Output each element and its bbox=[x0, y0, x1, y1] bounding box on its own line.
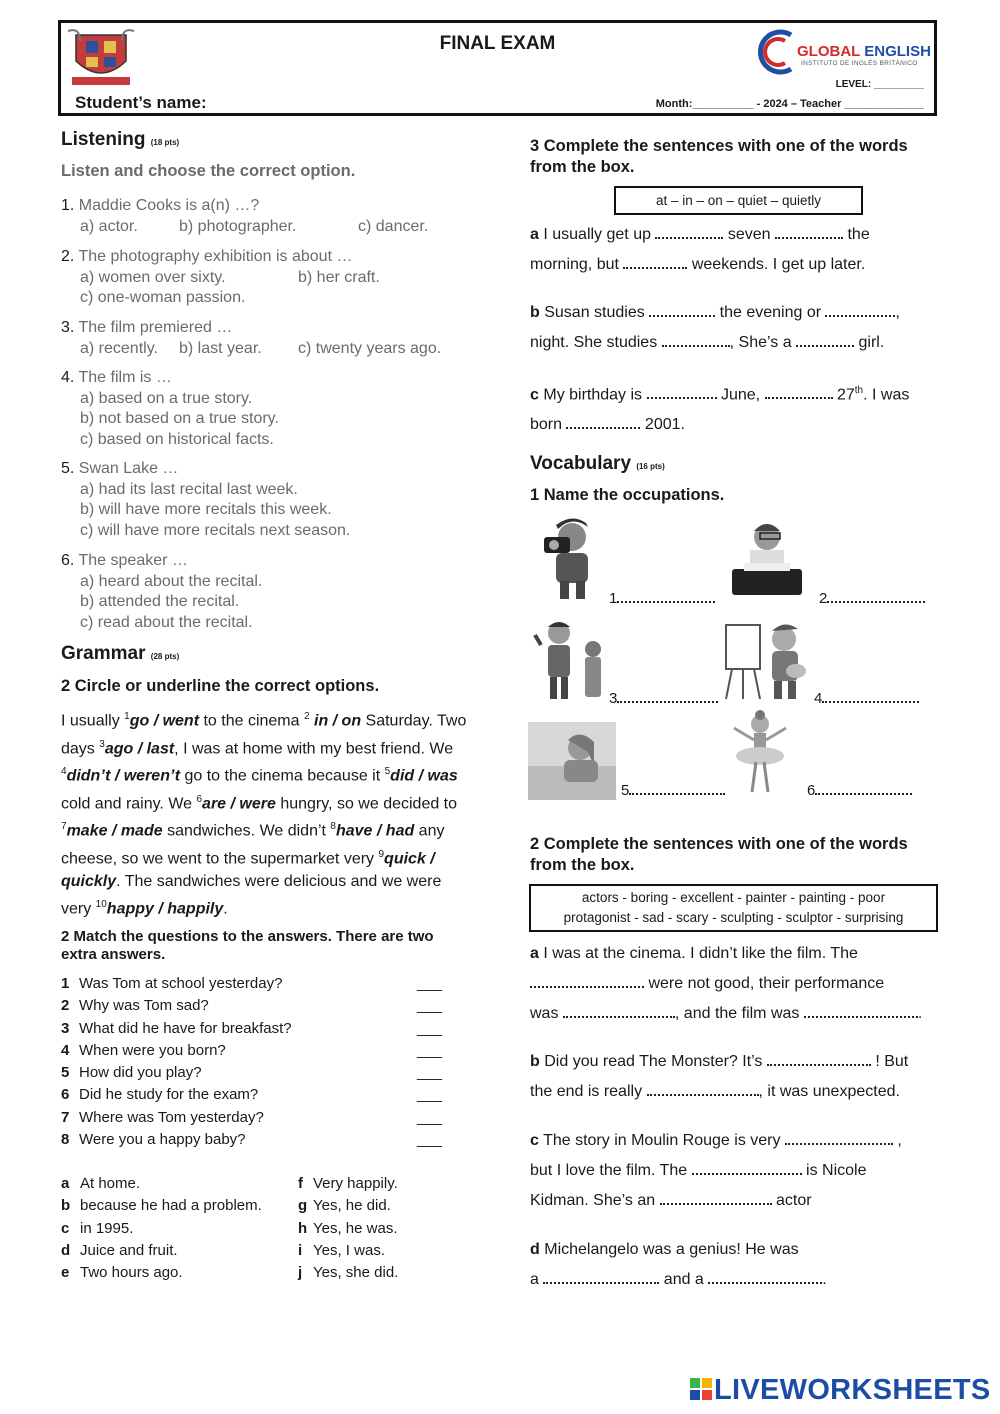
answer-text: Yes, I was. bbox=[313, 1241, 385, 1259]
sentence-text: morning, but bbox=[530, 256, 624, 273]
occupation-number: 4 bbox=[814, 690, 823, 707]
match-question-row bbox=[61, 995, 451, 1017]
fill-blank[interactable] bbox=[647, 1080, 759, 1096]
actress-picture-icon bbox=[528, 722, 616, 800]
fill-blank[interactable] bbox=[775, 223, 843, 239]
sentence-b-1 bbox=[530, 298, 940, 358]
match-question-row bbox=[61, 1040, 451, 1062]
fill-blank[interactable] bbox=[708, 1268, 822, 1284]
answer-letter: e bbox=[61, 1264, 70, 1282]
gap-option-5[interactable]: did / was bbox=[390, 767, 458, 785]
answer-blank[interactable]: ___ bbox=[417, 997, 443, 1015]
sentence-text: weekends. I get up later. bbox=[687, 256, 866, 273]
q-number: 1 bbox=[61, 975, 70, 992]
option-c[interactable]: c) read about the recital. bbox=[80, 613, 253, 631]
q-number: 4 bbox=[61, 1041, 70, 1059]
sentence-a-1 bbox=[530, 220, 940, 280]
vocabulary-heading-text: Vocabulary bbox=[530, 453, 632, 474]
answer-letter: b bbox=[61, 1197, 71, 1215]
answer-option[interactable] bbox=[298, 1262, 478, 1284]
sentence-text: June, bbox=[716, 386, 765, 404]
sentence-text: 2001. bbox=[640, 416, 685, 434]
option-b[interactable]: b) last year. bbox=[179, 339, 262, 357]
listening-question-4 bbox=[61, 368, 491, 450]
match-question-row bbox=[61, 1107, 451, 1129]
month-teacher-field[interactable]: Month:__________ - 2024 – Teacher _____________ bbox=[655, 98, 924, 110]
global-english-logo-icon bbox=[751, 27, 799, 77]
sentence-text: I usually get up bbox=[543, 226, 651, 243]
occupation-blank[interactable] bbox=[617, 687, 718, 703]
answer-text: because he had a problem. bbox=[80, 1197, 262, 1215]
para-text: any cheese, so we went to the supermarket very bbox=[61, 822, 445, 867]
sentence-text: the evening or bbox=[715, 304, 826, 321]
liveworksheets-logo[interactable] bbox=[690, 1374, 991, 1407]
fill-blank[interactable] bbox=[647, 383, 717, 399]
grammar-heading-text: Grammar bbox=[61, 643, 146, 664]
option-c[interactable]: c) based on historical facts. bbox=[80, 430, 274, 448]
question-number: 2. bbox=[61, 248, 75, 265]
brand-word-english: ENGLISH bbox=[864, 43, 931, 60]
sentence-letter: a bbox=[530, 945, 539, 962]
q-number: 2 bbox=[61, 997, 70, 1015]
q-text: Why was Tom sad? bbox=[79, 997, 209, 1015]
sentence-text: were not good, their performance bbox=[644, 975, 885, 992]
option-b[interactable]: b) her craft. bbox=[298, 268, 380, 286]
answer-text: Two hours ago. bbox=[80, 1264, 183, 1282]
occupation-blank[interactable] bbox=[822, 687, 919, 703]
answer-text: in 1995. bbox=[80, 1219, 134, 1237]
sentence-b-2 bbox=[530, 1047, 940, 1107]
sentence-letter: b bbox=[530, 1053, 540, 1070]
liveworksheets-logo-icon bbox=[690, 1376, 714, 1402]
question-number: 1. bbox=[61, 197, 75, 214]
option-c[interactable]: c) twenty years ago. bbox=[298, 339, 442, 357]
gap-number: 10 bbox=[95, 899, 107, 911]
sentence-text: was bbox=[530, 1005, 563, 1022]
sentence-text: , bbox=[892, 1132, 902, 1149]
sentence-text: a bbox=[530, 1271, 544, 1288]
sentence-text: I was at the cinema. I didn’t like the film. The bbox=[543, 945, 858, 962]
gap-option-1[interactable]: go / went bbox=[129, 712, 200, 730]
sentence-text: , it was unexpected. bbox=[758, 1083, 900, 1100]
dancer-picture-icon bbox=[726, 710, 794, 796]
gap-number: 5 bbox=[384, 766, 391, 778]
sentence-letter: d bbox=[530, 1241, 540, 1258]
word-box-1: at – in – on – quiet – quietly bbox=[614, 186, 863, 215]
occupation-blank[interactable] bbox=[815, 779, 912, 795]
para-text: cold and rainy. We bbox=[61, 794, 197, 812]
option-a[interactable]: a) actor. bbox=[80, 217, 138, 235]
photographer-picture-icon bbox=[540, 515, 604, 601]
answer-text: Juice and fruit. bbox=[80, 1241, 178, 1259]
sentence-text: , bbox=[895, 304, 900, 321]
answer-option[interactable] bbox=[61, 1218, 299, 1240]
ordinal-suffix: th bbox=[854, 385, 864, 396]
occupations-title: 1 Name the occupations. bbox=[530, 486, 725, 504]
answer-blank[interactable]: ___ bbox=[417, 975, 443, 992]
answer-blank[interactable]: ___ bbox=[417, 1086, 443, 1104]
fill-blank[interactable] bbox=[530, 972, 644, 988]
gap-option-4[interactable]: didn’t / weren’t bbox=[66, 767, 181, 785]
answer-option[interactable] bbox=[61, 1262, 299, 1284]
answer-text: Very happily. bbox=[313, 1175, 398, 1192]
listening-instruction: Listen and choose the correct option. bbox=[61, 162, 356, 180]
answer-option[interactable] bbox=[61, 1195, 299, 1217]
option-b[interactable]: b) not based on a true story. bbox=[80, 410, 279, 427]
fill-blank[interactable] bbox=[804, 1002, 918, 1018]
sentence-text: is Nicole bbox=[801, 1162, 867, 1179]
fill-blank[interactable] bbox=[543, 1268, 659, 1284]
occupation-number: 2 bbox=[819, 590, 828, 607]
option-a[interactable]: a) had its last recital last week. bbox=[80, 480, 298, 498]
fill-blank[interactable] bbox=[765, 383, 833, 399]
q-number: 3 bbox=[61, 1019, 70, 1037]
q-text: How did you play? bbox=[79, 1064, 202, 1082]
answer-blank[interactable]: ___ bbox=[417, 1131, 443, 1149]
answer-letter: a bbox=[61, 1175, 70, 1192]
question-number: 3. bbox=[61, 319, 75, 336]
option-b[interactable]: b) photographer. bbox=[179, 217, 297, 235]
occupation-blank[interactable] bbox=[629, 779, 725, 795]
gap-option-2[interactable]: in / on bbox=[309, 712, 362, 730]
gap-number: 4 bbox=[61, 766, 67, 778]
gap-number: 1 bbox=[124, 711, 130, 722]
gap-option-7[interactable]: make / made bbox=[66, 822, 163, 840]
sentence-text: born bbox=[530, 416, 567, 434]
sentence-d-2 bbox=[530, 1235, 940, 1295]
option-a[interactable]: a) heard about the recital. bbox=[80, 572, 263, 590]
question-number: 4. bbox=[61, 369, 75, 386]
option-b[interactable]: b) will have more recitals this week. bbox=[80, 501, 332, 518]
sentence-letter: a bbox=[530, 226, 539, 243]
answers-left-column bbox=[61, 1173, 299, 1284]
listening-points: (18 pts) bbox=[150, 138, 180, 147]
sentence-text: , She’s a bbox=[729, 334, 797, 351]
answer-letter: d bbox=[61, 1241, 71, 1259]
fill-blank[interactable] bbox=[785, 1129, 893, 1145]
sentence-letter: c bbox=[530, 1132, 539, 1149]
answers-right-column bbox=[298, 1173, 478, 1284]
writer-picture-icon bbox=[722, 515, 812, 601]
para-text: sandwiches. We didn’t bbox=[162, 822, 331, 840]
para-text: . bbox=[223, 900, 228, 918]
sentence-text: Kidman. She’s an bbox=[530, 1192, 660, 1209]
vocabulary-points: (16 pts) bbox=[636, 462, 665, 471]
q-number: 8 bbox=[61, 1131, 70, 1149]
para-text: Saturday. Two days bbox=[61, 712, 467, 757]
question-text: Maddie Cooks is a(n) …? bbox=[78, 197, 260, 214]
answer-option[interactable] bbox=[298, 1195, 478, 1217]
occupation-item-5 bbox=[621, 779, 725, 799]
para-text: go to the cinema because it bbox=[180, 767, 385, 785]
sentence-text: the end is really bbox=[530, 1083, 647, 1100]
answer-option[interactable] bbox=[298, 1218, 478, 1240]
fill-blank[interactable] bbox=[767, 1050, 871, 1066]
option-c[interactable]: c) one-woman passion. bbox=[80, 289, 246, 306]
answer-option[interactable] bbox=[298, 1240, 478, 1262]
gap-number: 7 bbox=[61, 821, 67, 833]
fill-blank[interactable] bbox=[623, 253, 687, 269]
sentence-text: night. She studies bbox=[530, 334, 662, 351]
match-question-row bbox=[61, 1062, 451, 1084]
fill-blank[interactable] bbox=[566, 413, 640, 429]
gap-option-8[interactable]: have / had bbox=[335, 822, 415, 840]
gap-number: 3 bbox=[99, 738, 105, 750]
answer-text: Yes, he did. bbox=[313, 1197, 391, 1215]
q-number: 6 bbox=[61, 1086, 70, 1104]
gap-number: 8 bbox=[330, 821, 336, 833]
sentence-letter: b bbox=[530, 304, 540, 321]
occupation-item-1 bbox=[609, 587, 715, 607]
q-text: Were you a happy baby? bbox=[79, 1131, 246, 1149]
sentence-text: but I love the film. The bbox=[530, 1162, 692, 1179]
global-english-logo bbox=[751, 27, 931, 77]
word-box-2 bbox=[529, 884, 938, 932]
q-text: Did he study for the exam? bbox=[79, 1086, 259, 1104]
match-questions-list bbox=[61, 973, 451, 1151]
sculptor-picture-icon bbox=[533, 615, 613, 701]
fill-blank[interactable] bbox=[825, 301, 895, 317]
option-c[interactable]: c) dancer. bbox=[358, 217, 429, 235]
listening-question-1 bbox=[61, 196, 491, 237]
complete-task-1-title: 3 Complete the sentences with one of the words from the box. bbox=[530, 137, 908, 176]
answer-blank[interactable]: ___ bbox=[417, 1041, 443, 1059]
question-number: 6. bbox=[61, 552, 75, 569]
listening-heading-text: Listening bbox=[61, 129, 146, 150]
sentence-text: seven bbox=[723, 226, 776, 243]
gap-number: 9 bbox=[378, 848, 385, 860]
match-task-title: 2 Match the questions to the answers. There are two extra answers. bbox=[61, 928, 434, 963]
fill-blank[interactable] bbox=[649, 301, 715, 317]
sentence-text: Did you read The Monster? It’s bbox=[544, 1053, 767, 1070]
answer-letter: i bbox=[298, 1241, 303, 1259]
listening-heading bbox=[61, 129, 179, 151]
brand-word-global: GLOBAL bbox=[797, 43, 861, 60]
painter-picture-icon bbox=[722, 615, 810, 701]
para-text: to the cinema bbox=[199, 712, 304, 730]
answer-letter: h bbox=[298, 1219, 308, 1237]
question-text: The photography exhibition is about … bbox=[78, 248, 353, 265]
occupation-number: 3 bbox=[609, 690, 618, 707]
sentence-text: actor bbox=[771, 1192, 812, 1209]
exam-header bbox=[58, 20, 937, 116]
circle-task-title: 2 Circle or underline the correct options. bbox=[61, 677, 380, 695]
para-text: hungry, so we decided to bbox=[275, 794, 458, 812]
sentence-text: . bbox=[917, 1005, 923, 1022]
occupation-item-3 bbox=[609, 687, 718, 707]
answer-text: Yes, he was. bbox=[313, 1219, 398, 1237]
occupation-item-4 bbox=[814, 687, 919, 707]
sentence-letter: c bbox=[530, 386, 539, 404]
grammar-points: (28 pts) bbox=[150, 652, 180, 661]
question-text: The film premiered … bbox=[78, 319, 233, 336]
sentence-a-2 bbox=[530, 939, 940, 1029]
fill-blank[interactable] bbox=[660, 1189, 772, 1205]
answer-blank[interactable]: ___ bbox=[417, 1019, 443, 1037]
occupation-number: 1 bbox=[609, 590, 618, 607]
grammar-heading bbox=[61, 643, 179, 665]
sentence-text: girl. bbox=[854, 334, 885, 351]
fill-blank[interactable] bbox=[796, 331, 854, 347]
vocabulary-heading bbox=[530, 453, 665, 475]
answer-option[interactable] bbox=[298, 1173, 478, 1195]
sentence-text: . I was bbox=[863, 386, 910, 404]
sentence-text: Susan studies bbox=[544, 304, 650, 321]
question-text: The speaker … bbox=[78, 552, 188, 569]
option-b[interactable]: b) attended the recital. bbox=[80, 593, 240, 610]
para-text: I usually bbox=[61, 712, 125, 730]
q-text: When were you born? bbox=[79, 1041, 226, 1059]
answer-letter: g bbox=[298, 1197, 308, 1215]
q-number: 7 bbox=[61, 1108, 70, 1126]
fill-blank[interactable] bbox=[662, 331, 730, 347]
fill-blank[interactable] bbox=[655, 223, 723, 239]
sentence-text: The story in Moulin Rouge is very bbox=[543, 1132, 785, 1149]
sentence-c-1 bbox=[530, 376, 940, 440]
answer-option[interactable] bbox=[61, 1240, 299, 1262]
answer-blank[interactable]: ___ bbox=[417, 1108, 443, 1126]
question-number: 5. bbox=[61, 460, 75, 477]
question-text: The film is … bbox=[78, 369, 172, 386]
para-text: . The sandwiches were delicious and we were very bbox=[61, 873, 442, 918]
level-field[interactable]: LEVEL: _________ bbox=[835, 79, 924, 90]
occupation-blank[interactable] bbox=[617, 587, 715, 603]
gap-option-6[interactable]: are / were bbox=[202, 794, 276, 812]
answer-letter: c bbox=[61, 1219, 70, 1237]
match-question-row bbox=[61, 1084, 451, 1106]
q-text: Was Tom at school yesterday? bbox=[79, 975, 283, 992]
answer-letter: f bbox=[298, 1175, 303, 1192]
listening-question-5 bbox=[61, 459, 491, 541]
fill-blank[interactable] bbox=[563, 1002, 675, 1018]
match-question-row bbox=[61, 1018, 451, 1040]
match-question-row bbox=[61, 1129, 451, 1151]
word-box-2-line-1: actors - boring - excellent - painter - painting - poor bbox=[581, 890, 886, 905]
sentence-text: the bbox=[843, 226, 870, 243]
occupation-item-2 bbox=[819, 587, 925, 607]
sentence-text: . bbox=[822, 1271, 827, 1288]
sentence-text: and a bbox=[659, 1271, 709, 1288]
listening-question-2 bbox=[61, 247, 491, 309]
option-c[interactable]: c) will have more recitals next season. bbox=[80, 521, 351, 539]
gap-number: 6 bbox=[196, 793, 203, 805]
grammar-paragraph bbox=[61, 705, 471, 921]
answer-text: At home. bbox=[80, 1175, 141, 1192]
brand-subtitle: INSTITUTO DE INGLÉS BRITÁNICO bbox=[801, 60, 918, 67]
sentence-text: ! But bbox=[870, 1053, 909, 1070]
occupation-blank[interactable] bbox=[827, 587, 925, 603]
para-text: , I was at home with my best friend. We bbox=[174, 739, 454, 757]
gap-number: 2 bbox=[303, 711, 310, 722]
question-text: Swan Lake … bbox=[78, 460, 179, 477]
listening-question-6 bbox=[61, 551, 491, 633]
option-a[interactable]: a) recently. bbox=[80, 339, 158, 357]
answer-letter: j bbox=[298, 1264, 303, 1282]
answer-blank[interactable]: ___ bbox=[417, 1064, 443, 1082]
fill-blank[interactable] bbox=[692, 1159, 802, 1175]
q-text: Where was Tom yesterday? bbox=[79, 1108, 264, 1126]
occupation-number: 5 bbox=[621, 782, 630, 799]
listening-question-3 bbox=[61, 318, 491, 359]
complete-task-2-title: 2 Complete the sentences with one of the words from the box. bbox=[530, 835, 908, 874]
answer-option[interactable] bbox=[61, 1173, 299, 1195]
sentence-text: My birthday is bbox=[543, 386, 647, 404]
match-question-row bbox=[61, 973, 451, 995]
student-name-label: Student’s name: bbox=[75, 93, 207, 112]
liveworksheets-text: LIVEWORKSHEETS bbox=[714, 1374, 991, 1406]
option-a[interactable]: a) based on a true story. bbox=[80, 389, 253, 407]
sentence-text: 27 bbox=[832, 386, 855, 404]
word-box-2-line-2: protagonist - sad - scary - sculpting - sculptor - surprising bbox=[563, 910, 904, 925]
occupation-number: 6 bbox=[807, 782, 816, 799]
answer-text: Yes, she did. bbox=[313, 1264, 399, 1282]
sentence-text: , and the film was bbox=[674, 1005, 804, 1022]
q-number: 5 bbox=[61, 1064, 70, 1082]
gap-option-10[interactable]: happy / happily bbox=[106, 900, 224, 918]
occupation-item-6 bbox=[807, 779, 912, 799]
exam-title: FINAL EXAM bbox=[439, 33, 556, 54]
gap-option-3[interactable]: ago / last bbox=[104, 739, 175, 757]
sentence-text: Michelangelo was a genius! He was bbox=[544, 1241, 799, 1258]
option-a[interactable]: a) women over sixty. bbox=[80, 268, 226, 286]
sentence-c-2 bbox=[530, 1126, 940, 1216]
q-text: What did he have for breakfast? bbox=[79, 1019, 292, 1037]
gap-option-9[interactable]: quick / quickly bbox=[61, 849, 435, 891]
